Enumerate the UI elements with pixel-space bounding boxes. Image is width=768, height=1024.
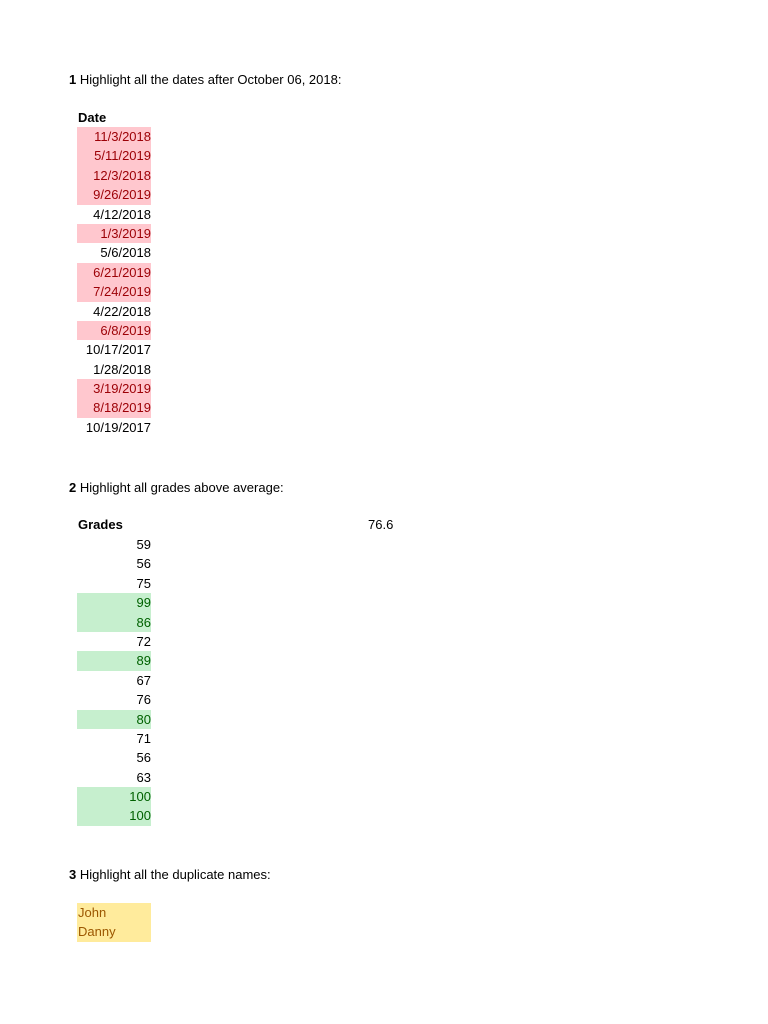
date-cell: 5/6/2018 — [100, 245, 151, 261]
grade-cell: 72 — [136, 633, 151, 649]
grade-cell: 59 — [136, 537, 151, 552]
date-cell: 11/3/2018 — [77, 127, 151, 146]
grade-cell: 99 — [77, 593, 151, 612]
section-1-title — [69, 72, 341, 87]
section-2-number: 2 — [69, 480, 77, 495]
section-2-title — [69, 480, 284, 495]
grade-cell: 56 — [136, 750, 151, 766]
date-cell: 3/19/2019 — [77, 379, 151, 398]
grade-cell: 76 — [136, 692, 151, 708]
name-cell: John — [77, 903, 151, 922]
grade-cell: 67 — [136, 672, 151, 688]
names-list — [77, 903, 151, 942]
date-cell: 1/3/2019 — [77, 224, 151, 243]
grade-cell: 80 — [77, 710, 151, 729]
date-cell: 12/3/2018 — [77, 166, 151, 185]
date-cell: 9/26/2019 — [77, 185, 151, 204]
grade-cell: 100 — [77, 787, 151, 806]
section-3-instruction: Highlight all the duplicate names: — [79, 867, 271, 882]
section-3-title — [69, 867, 271, 882]
date-cell: 1/28/2018 — [93, 361, 151, 377]
date-cell: 8/18/2019 — [77, 398, 151, 417]
grade-cell: 63 — [136, 769, 151, 785]
date-cell: 10/19/2017 — [85, 419, 151, 435]
name-cell: Danny — [77, 922, 151, 941]
date-cell: 4/12/2018 — [93, 206, 151, 222]
section-1-instruction: Highlight all the dates after October 06, 2018: — [79, 72, 342, 87]
date-cell: 5/11/2019 — [77, 146, 151, 165]
date-cell: 10/17/2017 — [85, 342, 151, 358]
date-cell: 6/8/2019 — [77, 321, 151, 340]
grades-column-header: Grades — [78, 517, 123, 532]
grades-average-value: 76.6 — [368, 517, 394, 532]
date-cell: 7/24/2019 — [77, 282, 151, 301]
date-list — [77, 127, 151, 437]
section-3-number: 3 — [69, 867, 77, 882]
section-1-number: 1 — [69, 72, 77, 87]
date-column-header: Date — [78, 110, 107, 125]
date-cell: 4/22/2018 — [93, 303, 151, 319]
grade-cell: 56 — [136, 556, 151, 572]
grade-cell: 71 — [136, 730, 151, 746]
grade-cell: 100 — [77, 806, 151, 825]
grades-list — [77, 535, 151, 826]
section-2-instruction: Highlight all grades above average: — [79, 480, 284, 495]
date-cell: 6/21/2019 — [77, 263, 151, 282]
grade-cell: 75 — [136, 575, 151, 591]
grade-cell: 86 — [77, 613, 151, 632]
grade-cell: 89 — [77, 651, 151, 670]
